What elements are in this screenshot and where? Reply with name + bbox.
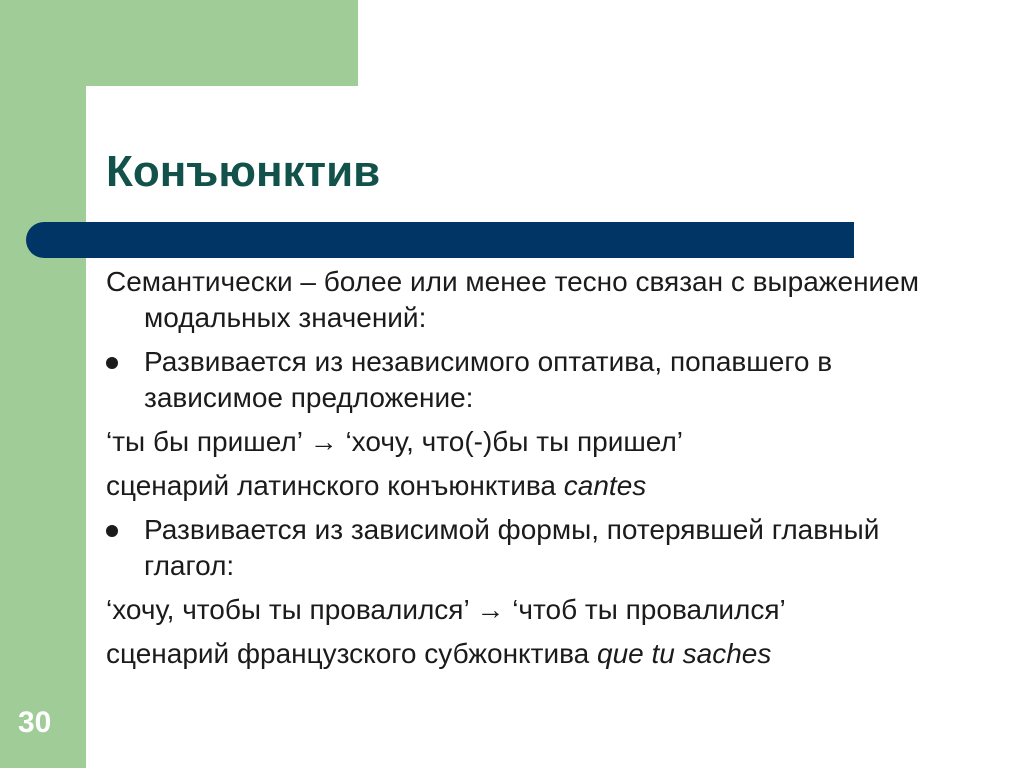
bullet-dot-icon [106,525,118,537]
example-line: ‘ты бы пришел’ → ‘хочу, что(-)бы ты пришел’ [106,426,684,457]
left-green-frame [0,0,86,768]
scenario-term: que tu saches [597,638,772,669]
scenario-latin [106,468,926,504]
paragraph-semantics: Семантически – более или менее тесно связан с выражением модальных значений: [106,266,920,333]
slide-body [106,264,926,680]
slide-number: 30 [18,706,52,739]
top-green-frame [0,0,358,86]
bullet-text: Развивается из независимого оптатива, попавшего в зависимое предложение: [144,346,833,413]
slide-title: Конъюнктив [106,147,381,196]
scenario-term: cantes [563,470,647,501]
scenario-text: сценарий французского субжонктива [106,638,597,669]
example-line: ‘хочу, чтобы ты провалился’ → ‘чтоб ты провалился’ [106,594,786,625]
scenario-text: сценарий латинского конъюнктива [106,470,564,501]
title-underline-bar [26,222,854,258]
bullet-text: Развивается из зависимой формы, потерявшей главный глагол: [144,514,880,581]
bullet-dot-icon [106,357,118,369]
bullet-item-optative [106,344,926,416]
scenario-french [106,636,926,672]
bullet-item-dependent-form [106,512,926,584]
